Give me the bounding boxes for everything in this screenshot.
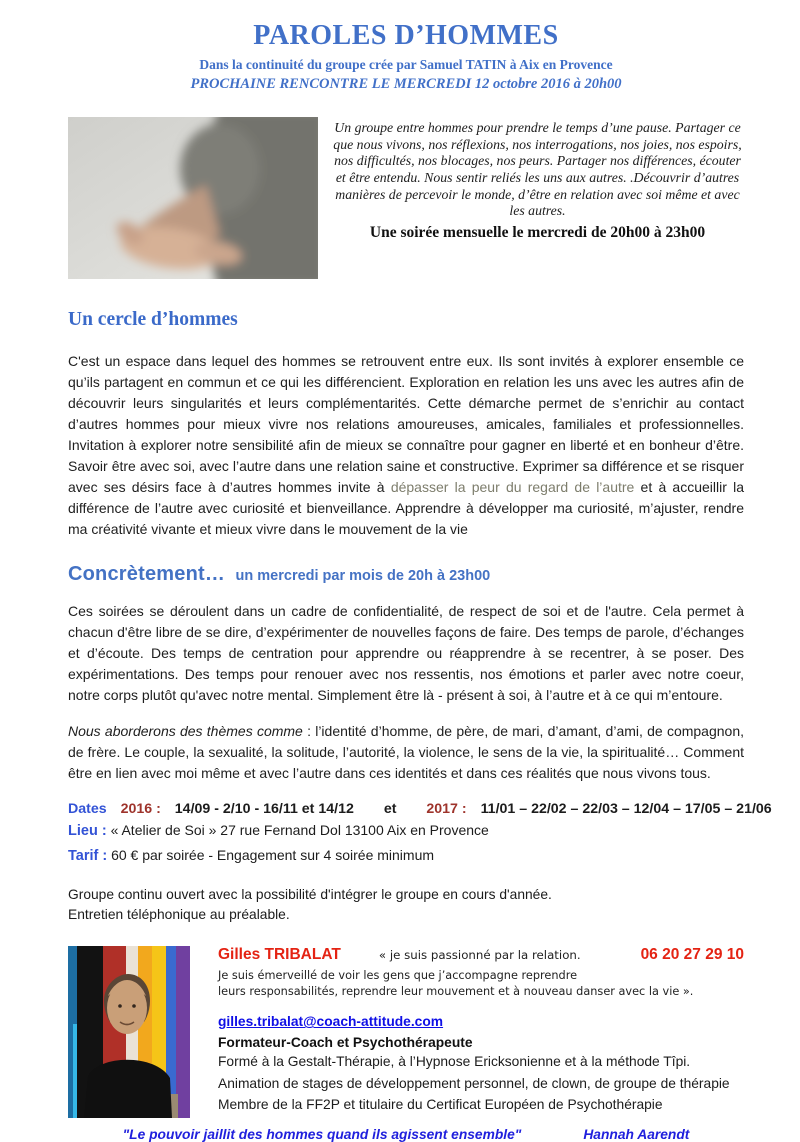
- note-phone-interview: Entretien téléphonique au préalable.: [68, 907, 290, 923]
- tarif-line: [68, 845, 744, 867]
- contact-name: Gilles TRIBALAT: [218, 946, 341, 964]
- lieu-line: [68, 820, 744, 842]
- dates-label: Dates: [68, 801, 107, 818]
- concretement-title: Concrètement…: [68, 563, 226, 586]
- themes-rest: : l’identité d’homme, de père, de mari, d’amant, d’ami, de compagnon, de frère. Le couple, la sexualité, la solitude, l’autorité, la violence, le sens de la vie, la spiritualité… Comment être en lien avec moi même et avec l’autre dans ces identités et dans ces réalités que nous vivons tous.: [68, 723, 745, 782]
- hero-section: [68, 117, 744, 279]
- dates-conjunction: et: [383, 801, 397, 818]
- concretement-paragraph: Ces soirées se déroulent dans un cadre de confidentialité, de respect de soi et de l'autre. Cela permet à chacun d'être libre de se dire, d’expérimenter de nouvelles façons de faire. Des temps de parole, d’échanges et d’écoute. Des temps de centration pour apprendre ou réapprendre à se recentrer, à se poser. Des expérimentations. Des temps pour renouer avec nos ressentis, nos émotions et parler avec notre coeur, notre corps plutôt qu'avec notre mental. Simplement être là - présent à soi, à l’autre et à ce qui m’entoure.: [68, 603, 744, 704]
- cercle-text-highlight: dépasser la peur du regard de l’autre: [390, 479, 635, 496]
- group-notes: [68, 885, 744, 925]
- contact-quote-body: [218, 968, 744, 1000]
- year-2017: 2017 :: [426, 801, 467, 818]
- open-hand-photo-drawing: [68, 117, 318, 279]
- portrait-photo-drawing: [68, 946, 190, 1118]
- monthly-evening-line: Une soirée mensuelle le mercredi de 20h00 à 23h00: [369, 223, 706, 241]
- contact-header-row: [218, 946, 744, 964]
- tarif-label: Tarif :: [68, 848, 108, 865]
- intro-paragraph: Un groupe entre hommes pour prendre le temps d’une pause. Partager ce que nous vivons, nos réflexions, nos interrogations, nos joies, nos espoirs, nos difficultés, nos blocages, nos peurs. Partager nos différences, écouter et être entendu. Nous sentir reliés les uns aux autres. .Découvrir d’autres manières de percevoir le monde, d’être en relation avec soi même et avec les autres.: [333, 120, 742, 219]
- header: [68, 20, 744, 93]
- dates-line: [68, 801, 772, 818]
- cercle-text-after: et à accueillir la différence de l’autre avec curiosité et bienveillance. Apprendre à développer ma curiosité, m’ajuster, rendre ma créativité vivante et mieux vivre dans le mouvement de la vie: [68, 479, 745, 538]
- year-2016: 2016 :: [120, 801, 161, 818]
- themes-lead: Nous aborderons des thèmes comme: [68, 723, 303, 740]
- contact-bio-activities: Animation de stages de développement personnel, de clown, de groupe de thérapie: [218, 1075, 730, 1091]
- open-hand-photo: [68, 117, 318, 279]
- portrait-photo: [68, 946, 190, 1118]
- section-heading-cercle: Un cercle d’hommes: [68, 309, 238, 331]
- contact-bio-training: Formé à la Gestalt-Thérapie, à l’Hypnose Ericksonienne et à la méthode Tîpi.: [218, 1054, 691, 1070]
- dates-2016: 14/09 - 2/10 - 16/11 et 14/12: [174, 801, 354, 818]
- page-title: PAROLES D’HOMMES: [253, 20, 559, 51]
- contact-bio-membership: Membre de la FF2P et titulaire du Certificat Européen de Psychothérapie: [218, 1097, 663, 1113]
- footer-quote: "Le pouvoir jaillit des hommes quand ils agissent ensemble": [122, 1127, 522, 1142]
- contact-quote-line2: Je suis émerveillé de voir les gens que j’accompagne reprendre: [218, 969, 578, 983]
- hero-text-column: [331, 117, 744, 279]
- contact-phone: 06 20 27 29 10: [640, 946, 744, 964]
- footer-quote-row: [68, 1127, 744, 1142]
- header-subtitle: Dans la continuité du groupe crée par Samuel TATIN à Aix en Provence: [199, 57, 613, 73]
- lieu-label: Lieu :: [68, 823, 107, 840]
- contact-role: Formateur-Coach et Psychothérapeute: [218, 1035, 473, 1051]
- contact-quote-line3: leurs responsabilités, reprendre leur mouvement et à nouveau danser avec la vie ».: [218, 985, 694, 999]
- email-link[interactable]: gilles.tribalat@coach-attitude.com: [218, 1014, 444, 1030]
- themes-paragraph: [68, 721, 744, 784]
- contact-text-column: [218, 946, 744, 1118]
- dates-2017: 11/01 – 22/02 – 22/03 – 12/04 – 17/05 – 21/06: [480, 801, 772, 818]
- footer-quote-author: Hannah Aarendt: [583, 1127, 690, 1142]
- cercle-text-before: C'est un espace dans lequel des hommes se retrouvent entre eux. Ils sont invités à explorer ensemble ce qu’ils partagent en commun et ce qui les différencient. Exploration en relation les uns avec les autres afin de découvrir leurs singularités et leurs complémentarités. Cette démarche permet de s’enrichir au contact d’autres hommes pour mieux vivre nos relations amoureuses, amicales, familiales et professionnelles. Invitation à explorer notre sensibilité afin de mieux se connaître pour gagner en liberté et en bonheur d’être. Savoir être avec soi, avec l’autre dans une relation saine et constructive. Exprimer sa différence et se risquer avec ses désirs face à d’autres hommes invite à: [68, 353, 744, 496]
- lieu-value: « Atelier de Soi » 27 rue Fernand Dol 13100 Aix en Provence: [110, 822, 489, 839]
- contact-section: [68, 946, 744, 1118]
- cercle-paragraph: [68, 351, 744, 540]
- note-open-group: Groupe continu ouvert avec la possibilité d'intégrer le groupe en cours d'année.: [68, 887, 552, 903]
- tarif-value: 60 € par soirée - Engagement sur 4 soirée minimum: [111, 847, 435, 864]
- section-heading-concretement: [68, 563, 744, 586]
- header-next-meeting: PROCHAINE RENCONTRE LE MERCREDI 12 octobre 2016 à 20h00: [190, 76, 622, 93]
- concretement-schedule: un mercredi par mois de 20h à 23h00: [235, 568, 491, 585]
- contact-quote-intro: « je suis passionné par la relation.: [378, 948, 581, 963]
